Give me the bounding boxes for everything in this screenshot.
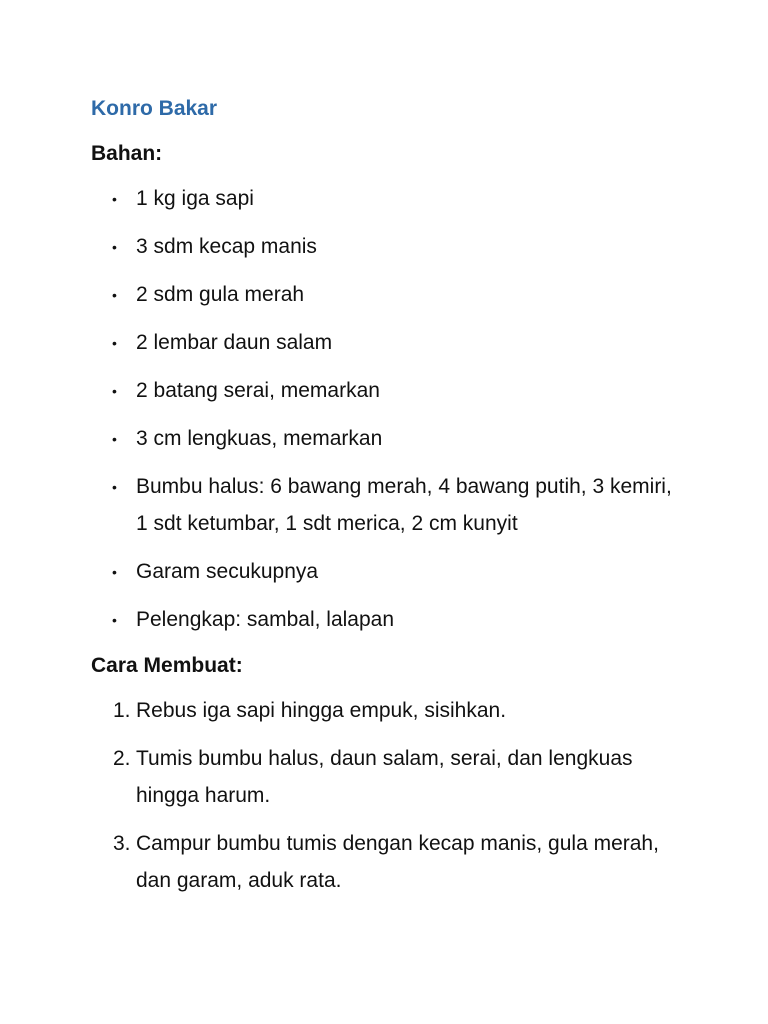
step-text: Campur bumbu tumis dengan kecap manis, gula merah, dan garam, aduk rata. (136, 832, 659, 892)
step-item (91, 692, 676, 729)
ingredient-text: 3 sdm kecap manis (136, 235, 317, 258)
step-text: Tumis bumbu halus, daun salam, serai, dan lengkuas hingga harum. (136, 747, 633, 807)
ingredient-text: 3 cm lengkuas, memarkan (136, 427, 383, 450)
ingredient-text: 2 lembar daun salam (136, 331, 333, 354)
ingredient-item (91, 601, 676, 638)
ingredient-item (91, 324, 676, 361)
step-item (91, 825, 676, 899)
recipe-content (91, 92, 691, 899)
step-number: 3. (113, 832, 131, 855)
ingredient-item (91, 553, 676, 590)
step-item (91, 740, 676, 814)
ingredient-item (91, 372, 676, 409)
step-text: Rebus iga sapi hingga empuk, sisihkan. (136, 699, 507, 722)
recipe-title: Konro Bakar (91, 97, 218, 120)
step-number: 2. (113, 747, 131, 770)
step-number: 1. (113, 699, 131, 722)
ingredient-text: 2 sdm gula merah (136, 283, 305, 306)
steps-heading: Cara Membuat: (91, 654, 243, 677)
ingredient-item (91, 420, 676, 457)
ingredient-text: Bumbu halus: 6 bawang merah, 4 bawang putih, 3 kemiri, 1 sdt ketumbar, 1 sdt merica, 2 cm kunyit (136, 475, 672, 535)
ingredient-item (91, 180, 676, 217)
ingredients-list (91, 180, 691, 638)
ingredient-item (91, 468, 676, 542)
ingredients-heading: Bahan: (91, 142, 163, 165)
steps-list (91, 692, 691, 899)
ingredient-item (91, 228, 676, 265)
ingredient-text: 1 kg iga sapi (136, 187, 254, 210)
ingredient-text: Garam secukupnya (136, 560, 319, 583)
ingredient-text: 2 batang serai, memarkan (136, 379, 380, 402)
ingredient-item (91, 276, 676, 313)
ingredient-text: Pelengkap: sambal, lalapan (136, 608, 395, 631)
